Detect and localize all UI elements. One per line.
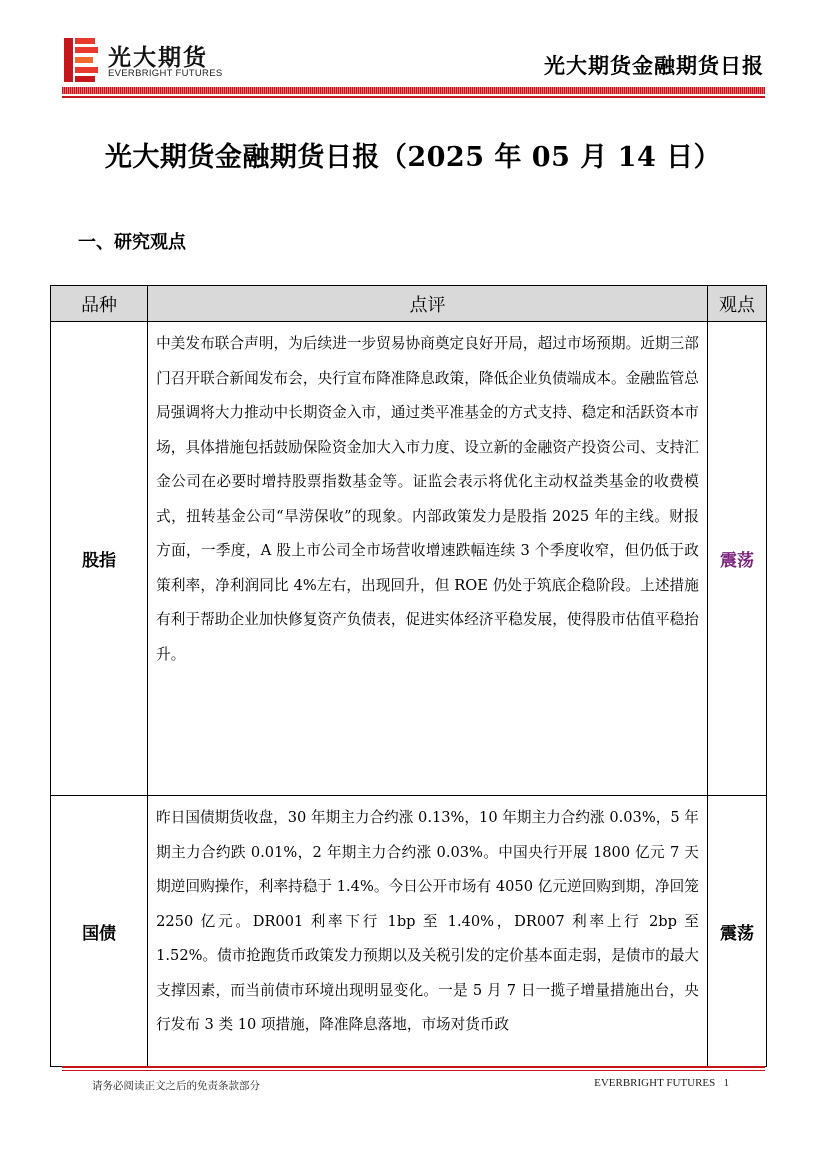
footer-company: EVERBRIGHT FUTURES <box>594 1077 716 1089</box>
header-divider-thin <box>62 96 765 98</box>
comment-text: 中美发布联合声明，为后续进一步贸易协商奠定良好开局，超过市场预期。近期三部门召开联合新闻发布会，央行宣布降准降息政策，降低企业负债端成本。金融监管总局强调将大力推动中长期资金入市，通过类平准基金的方式支持、稳定和活跃资本市场，具体措施包括鼓励保险资金加大入市力度、设立新的金融资产投资公司、支持汇金公司在必要时增持股票指数基金等。证监会表示将优化主动权益类基金的收费模式，扭转基金公司“旱涝保收”的现象。内部政策发力是股指 2025 年的主线。财报方面，一季度，A 股上市公司全市场营收增速跌幅连续 3 个季度收窄，但仍低于政策利率，净利润同比 4%左右，出现回升，但 ROE 仍处于筑底企稳阶段。上述措施有利于帮助企业加快修复资产负债表，促进实体经济平稳发展，使得股市估值平稳抬升。 <box>156 335 699 663</box>
document-title: 光大期货金融期货日报（2025 年 05 月 14 日） <box>104 142 722 173</box>
comment-cell <box>148 796 708 1067</box>
header-title: 光大期货金融期货日报 <box>544 53 764 78</box>
company-logo <box>64 38 244 82</box>
footer-divider-thin <box>62 1070 765 1071</box>
variety-cell: 国债 <box>51 796 148 1067</box>
table-row-stock-index <box>51 322 767 796</box>
comment-text: 昨日国债期货收盘，30 年期主力合约涨 0.13%，10 年期主力合约涨 0.03%，5 年期主力合约跌 0.01%，2 年期主力合约涨 0.03%。中国央行开展 1800 亿元 7 天期逆回购操作，利率持稳于 1.4%。今日公开市场有 4050 亿元逆回购到期，净回笼 2250 亿元。DR001 利率下行 1bp 至 1.40%，DR007 利率上行 2bp 至 1.52%。债市抢跑货币政策发力预期以及关税引发的定价基本面走弱，是债市的最大支撑因素，而当前债市环境出现明显变化。一是 5 月 7 日一揽子增量措施出台，央行发布 3 类 10 项措施，降准降息落地，市场对货币政 <box>156 809 699 1033</box>
variety-cell: 股指 <box>51 322 148 796</box>
footer-company-page <box>594 1077 729 1089</box>
column-header-variety: 品种 <box>51 286 148 322</box>
table-header-row <box>51 286 767 322</box>
comment-cell <box>148 322 708 796</box>
footer-disclaimer: 请务必阅读正文之后的免责条款部分 <box>92 1080 260 1092</box>
section-heading: 一、研究观点 <box>78 232 186 253</box>
view-cell: 震荡 <box>707 322 766 796</box>
research-views-table <box>50 285 767 1067</box>
page-number: 1 <box>723 1077 729 1089</box>
view-cell: 震荡 <box>707 796 766 1067</box>
header-divider <box>62 87 765 94</box>
column-header-view: 观点 <box>707 286 766 322</box>
footer-divider <box>62 1066 765 1068</box>
everbright-logo-icon <box>64 38 98 82</box>
table-row-treasury-bond <box>51 796 767 1067</box>
logo-chinese-name: 光大期货 <box>108 45 208 71</box>
logo-english-name: EVERBRIGHT FUTURES <box>108 68 223 79</box>
column-header-comment: 点评 <box>148 286 708 322</box>
